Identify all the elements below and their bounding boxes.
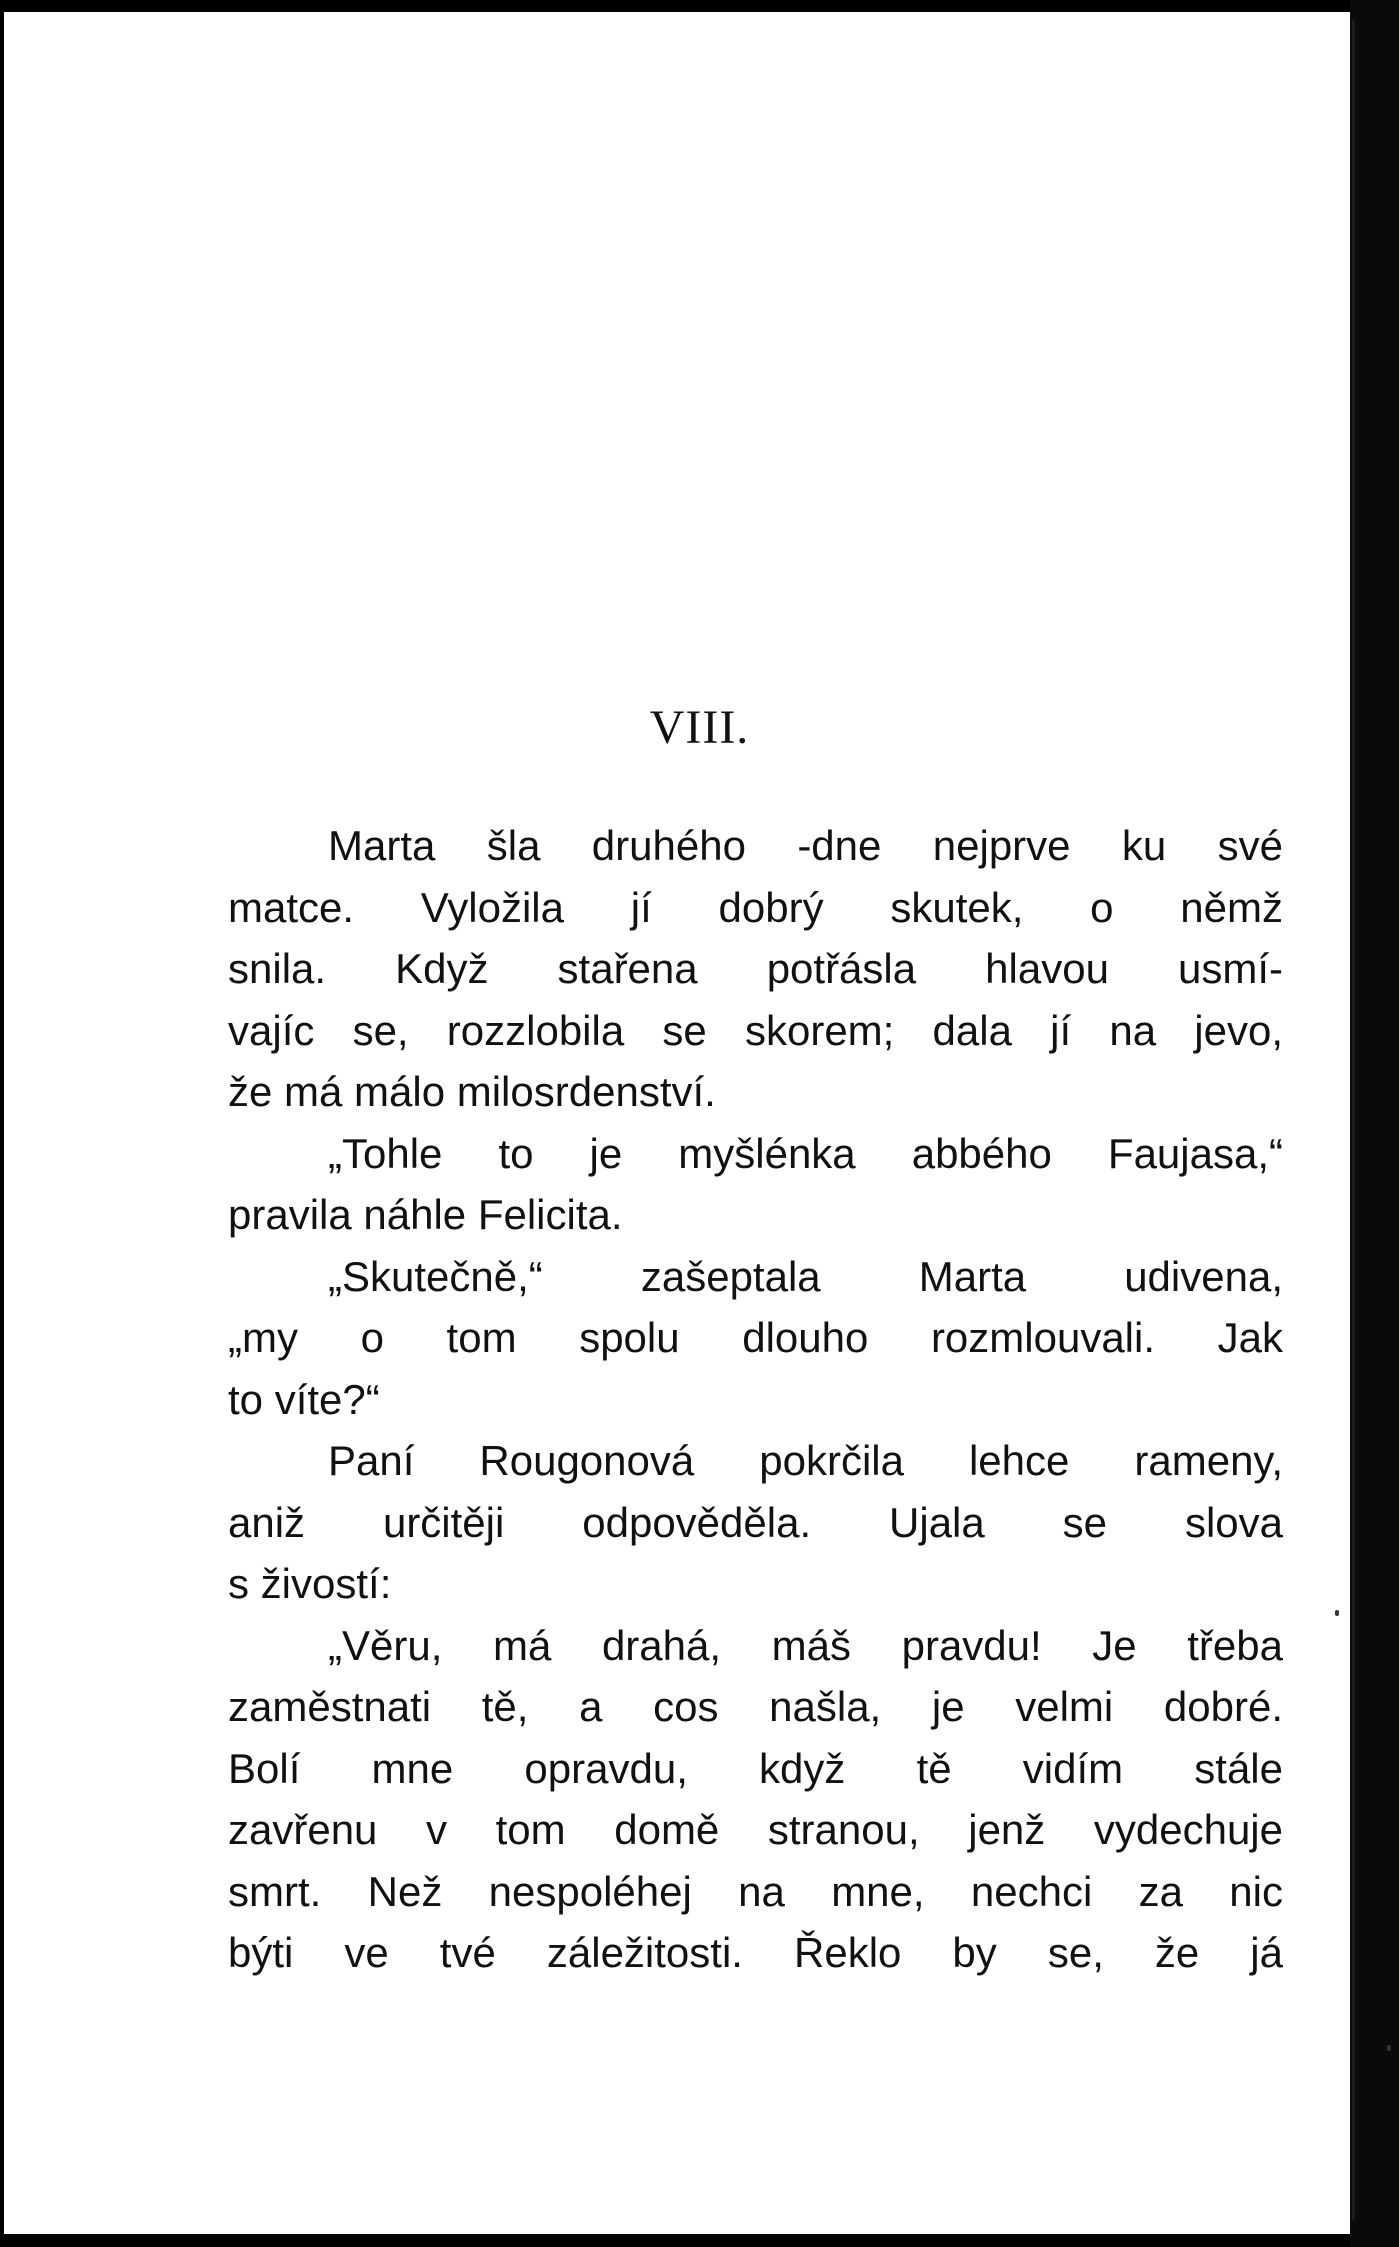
text-line: „Tohle to je myšlénka abbého Faujasa,“ <box>328 1129 1283 1177</box>
text-line: s živostí: <box>228 1560 392 1607</box>
text-line: to víte?“ <box>228 1375 380 1423</box>
page-edge-line <box>1352 20 1355 2220</box>
text-line: pravila náhle Felicita. <box>228 1191 623 1238</box>
text-line: Bolí mne opravdu, když tě vidím stále <box>228 1744 1283 1792</box>
text-line: zaměstnati tě, a cos našla, je velmi dobré. <box>228 1683 1283 1730</box>
text-line: Paní Rougonová pokrčila lehce rameny, <box>328 1437 1283 1484</box>
page-edge-shadow <box>1350 0 1399 2247</box>
text-line: „my o tom spolu dlouho rozmlouvali. Jak <box>228 1314 1283 1361</box>
scan-speck <box>1387 2045 1391 2051</box>
text-line: matce. Vyložila jí dobrý skutek, o němž <box>228 883 1283 931</box>
text-line: „Skutečně,“ zašeptala Marta udivena, <box>328 1252 1283 1300</box>
text-line: smrt. Než nespoléhej na mne, nechci za nic <box>228 1867 1283 1915</box>
chapter-heading: VIII. <box>649 701 750 754</box>
text-line: vajíc se, rozzlobila se skorem; dala jí na jevo, <box>228 1006 1283 1054</box>
text-line: „Věru, má drahá, máš pravdu! Je třeba <box>328 1621 1283 1669</box>
body-text <box>228 815 1283 1984</box>
text-line: že má málo milosrdenství. <box>228 1068 716 1115</box>
text-line: aniž určitěji odpověděla. Ujala se slova <box>228 1498 1283 1546</box>
text-line: býti ve tvé záležitosti. Řeklo by se, že já <box>228 1929 1283 1976</box>
scan-speck <box>1335 1610 1339 1616</box>
text-line: zavřenu v tom domě stranou, jenž vydechuje <box>228 1806 1283 1853</box>
text-line: Marta šla druhého -dne nejprve ku své <box>328 822 1283 869</box>
text-line: snila. Když stařena potřásla hlavou usmí- <box>228 945 1283 992</box>
